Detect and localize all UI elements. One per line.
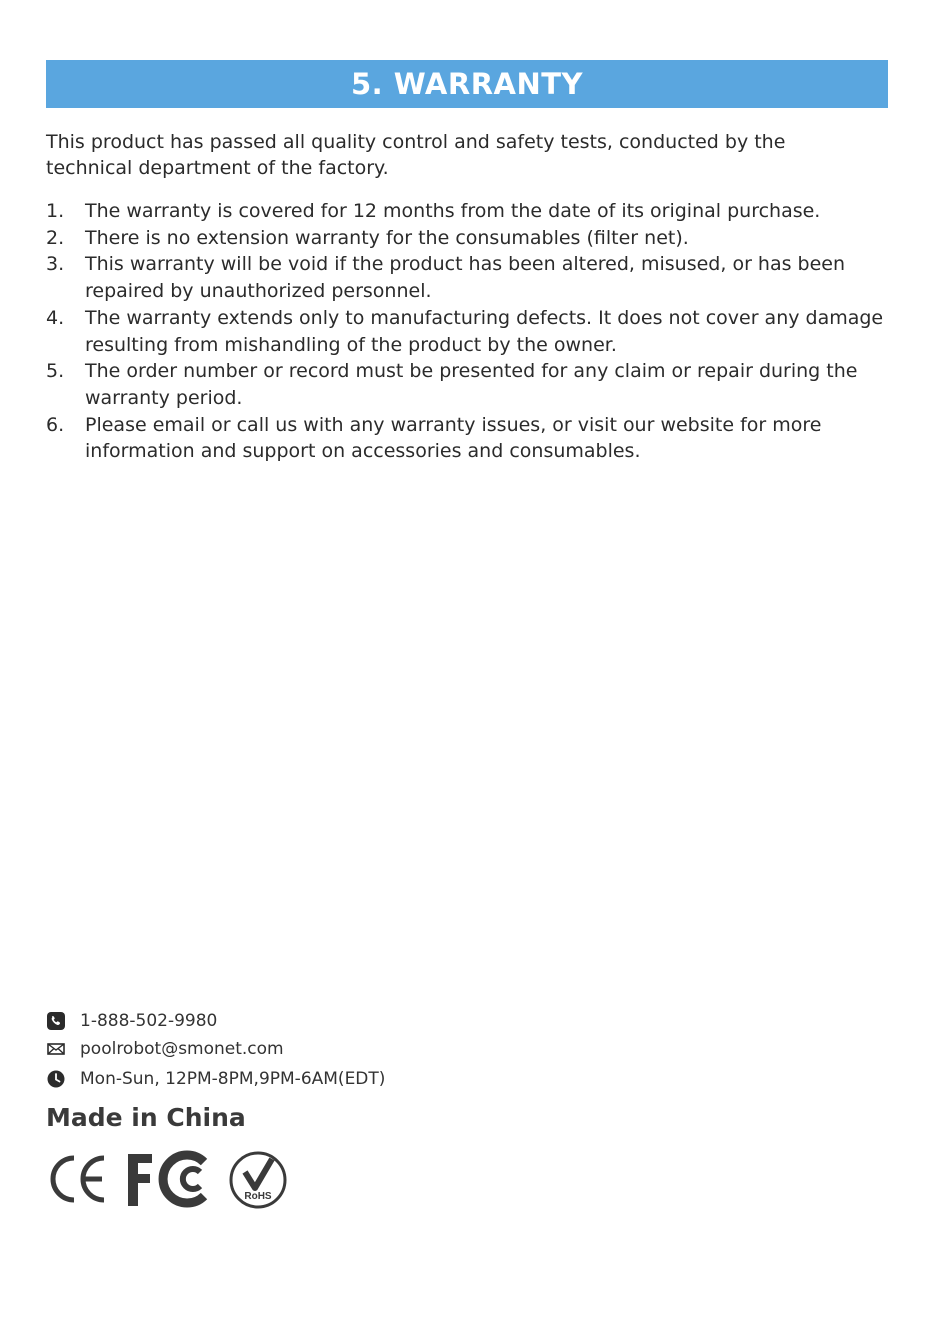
list-item	[46, 198, 894, 225]
warranty-terms-list	[46, 198, 894, 465]
rohs-mark-icon	[228, 1150, 288, 1210]
contact-hours-row	[46, 1068, 385, 1090]
list-item	[46, 358, 894, 411]
phone-number[interactable]: 1-888-502-9980	[80, 1011, 218, 1031]
item-number: 2.	[46, 226, 65, 249]
item-text: The warranty is covered for 12 months from the date of its original purchase.	[85, 200, 821, 222]
item-number: 4.	[46, 306, 65, 329]
contact-email-row	[46, 1038, 284, 1060]
item-number: 6.	[46, 413, 65, 436]
list-item	[46, 412, 894, 465]
item-number: 1.	[46, 200, 65, 222]
email-address[interactable]: poolrobot@smonet.com	[80, 1039, 284, 1059]
item-text: There is no extension warranty for the consumables (filter net).	[85, 226, 689, 249]
item-text: This warranty will be void if the product has been altered, misused, or has been repaired by unauthorized personnel.	[85, 253, 846, 303]
rohs-text: RoHS	[244, 1191, 272, 1202]
list-item	[46, 225, 894, 252]
clock-icon	[46, 1069, 66, 1089]
section-title: 5. WARRANTY	[350, 67, 584, 101]
item-text: Please email or call us with any warranty issues, or visit our website for more information and support on accessories and consumables.	[85, 413, 822, 463]
item-number: 3.	[46, 253, 65, 276]
list-item	[46, 305, 894, 358]
contact-phone-row	[46, 1010, 217, 1032]
section-header-banner	[46, 60, 888, 108]
origin-label: Made in China	[46, 1103, 246, 1132]
item-number: 5.	[46, 360, 65, 383]
intro-paragraph: This product has passed all quality control and safety tests, conducted by the technical department of the factory.	[46, 131, 786, 179]
envelope-icon	[46, 1039, 66, 1059]
fcc-mark-icon	[126, 1150, 208, 1208]
item-text: The warranty extends only to manufacturing defects. It does not cover any damage resulting from mishandling of the product by the owner.	[85, 306, 884, 356]
service-hours: Mon-Sun, 12PM-8PM,9PM-6AM(EDT)	[80, 1069, 386, 1089]
item-text: The order number or record must be presented for any claim or repair during the warranty period.	[85, 360, 858, 409]
ce-mark-icon	[46, 1150, 108, 1208]
phone-icon	[46, 1011, 66, 1031]
list-item	[46, 251, 894, 304]
